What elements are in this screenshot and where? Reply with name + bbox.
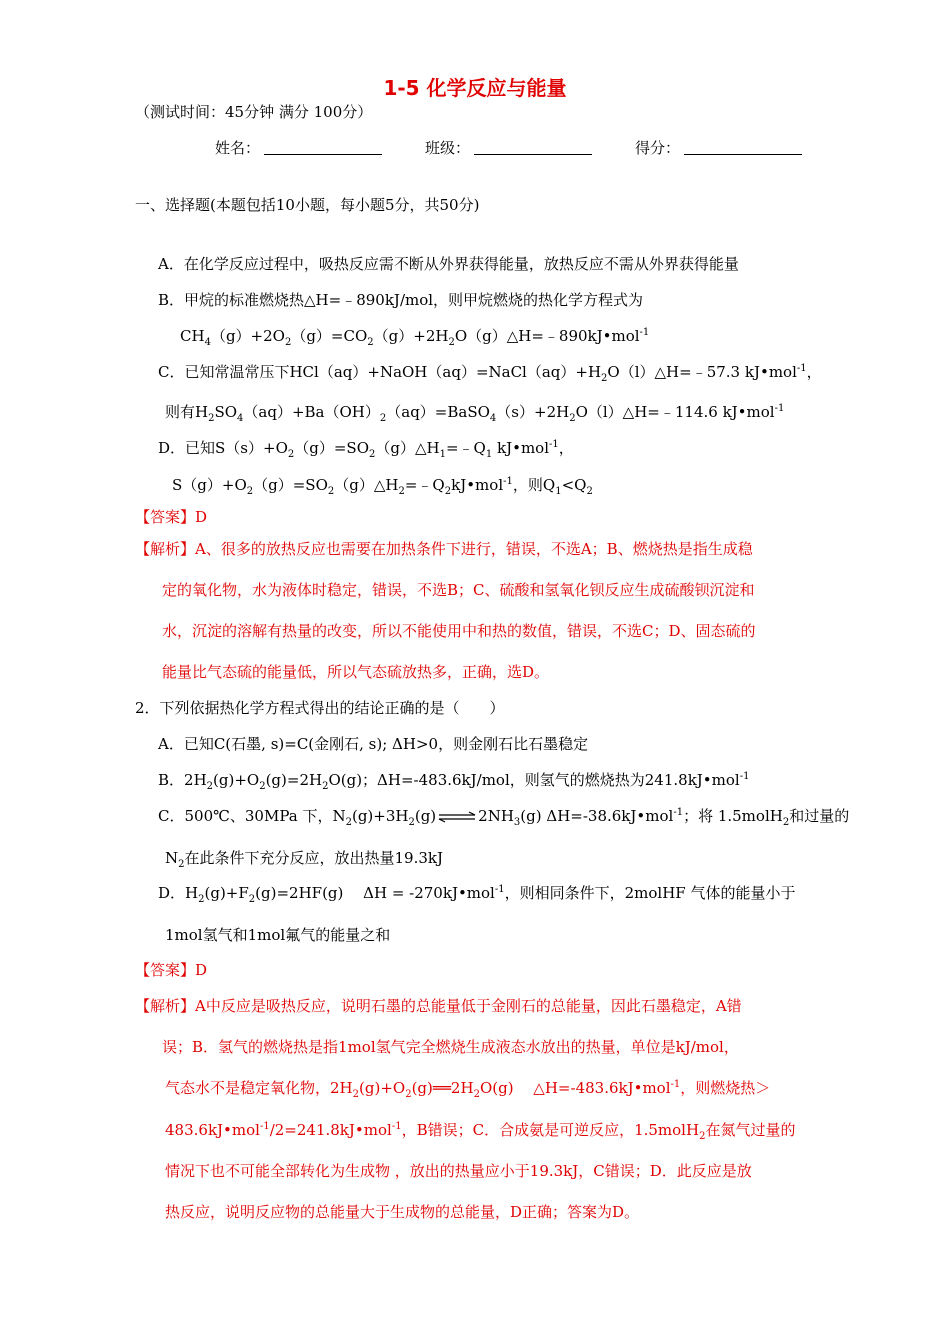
q1-option-c-equation: 则有$H_2SO_4(aq)+Ba(OH)_2(aq)=BaSO_4(s)+2H_2O(l)\triangle H=﹣114.6$ kJ•mol$^{-1}$ <box>165 403 785 424</box>
answer-value: D <box>195 961 208 979</box>
q2-analysis-line-4: 483.6kJ•mol$^{-1}$/2=241.8kJ•mol$^{-1}$，B错误；C．合成氨是可逆反应，1.5molH$_2$在氮气过量的 <box>165 1121 796 1142</box>
score-field[interactable] <box>635 138 802 158</box>
q2-option-c-cont: $N_2$在此条件下充分反应，放出热量19.3kJ <box>165 849 444 870</box>
name-field[interactable] <box>215 138 382 158</box>
q2-analysis-line-3: 气态水不是稳定氧化物，$2H_2(g)+O_2(g)══2H_2O(g)$ △H=-483.6kJ•mol$^{-1}$，则燃烧热＞ <box>165 1079 771 1100</box>
q1-analysis-line-3: 水，沉淀的溶解有热量的改变，所以不能使用中和热的数值，错误，不选C；D、固态硫的 <box>162 622 756 640</box>
q2-analysis-line-6: 热反应，说明反应物的总能量大于生成物的总能量，D正确；答案为D。 <box>165 1203 640 1221</box>
q1-analysis-line-1: 【解析】A、很多的放热反应也需要在加热条件下进行，错误，不选A；B、燃烧热是指生成稳 <box>135 540 753 558</box>
q2-option-a: A．已知C(石墨, s)=C(金刚石, s); ΔH>0，则金刚石比石墨稳定 <box>158 735 589 753</box>
score-blank[interactable] <box>684 140 802 155</box>
name-blank[interactable] <box>264 140 382 155</box>
q1-answer <box>135 507 207 527</box>
class-label: 班级： <box>425 139 471 157</box>
q2-stem: 2．下列依据热化学方程式得出的结论正确的是（ ） <box>135 699 505 717</box>
q1-analysis-line-2: 定的氧化物，水为液体时稳定，错误，不选B；C、硫酸和氢氧化钡反应生成硫酸钡沉淀和 <box>162 581 755 599</box>
q1-option-b: B．甲烷的标准燃烧热△H=﹣890kJ/mol，则甲烷燃烧的热化学方程式为 <box>158 291 644 309</box>
q2-option-d: D．$H_2(g)+F_2(g)=2HF(g)$ ΔH = -270kJ•mol$^{-1}$，则相同条件下，2molHF 气体的能量小于 <box>158 884 796 905</box>
q1-option-d: D．已知$S(s)+O_2(g)=SO_2(g)\triangle H_1=﹣Q_1$ kJ•mol$^{-1}$， <box>158 439 574 460</box>
q2-option-b: B．$2H_2(g)+O_2(g)=2H_2O(g)$；ΔH=-483.6kJ/mol，则氢气的燃烧热为241.8kJ•mol$^{-1}$ <box>158 771 750 792</box>
test-info: （测试时间：45分钟 满分 100分） <box>135 103 373 121</box>
q2-analysis-line-5: 情况下也不可能全部转化为生成物 ，放出的热量应小于19.3kJ，C错误；D．此反应是放 <box>165 1162 752 1180</box>
answer-tag: 【答案】 <box>135 508 196 526</box>
q2-option-d-cont: 1mol氢气和1mol氟气的能量之和 <box>165 926 391 944</box>
q1-option-c: C．已知常温常压下$HCl(aq)+NaOH(aq)=NaCl(aq)+H_2O(l)\triangle H=﹣57.3$ kJ•mol$^{-1}$， <box>158 363 822 384</box>
page-title: 1-5 化学反应与能量 <box>383 76 567 100</box>
answer-value: D <box>195 508 208 526</box>
reversible-arrow-icon <box>437 811 477 823</box>
q2-analysis-line-2: 误；B．氢气的燃烧热是指1mol氢气完全燃烧生成液态水放出的热量，单位是kJ/mol， <box>162 1038 739 1056</box>
name-label: 姓名： <box>215 139 261 157</box>
q1-analysis-line-4: 能量比气态硫的能量低，所以气态硫放热多，正确，选D。 <box>162 663 550 681</box>
q2-analysis-line-1: 【解析】A中反应是吸热反应，说明石墨的总能量低于金刚石的总能量，因此石墨稳定，A错 <box>135 997 742 1015</box>
class-blank[interactable] <box>474 140 592 155</box>
q1-option-a: A．在化学反应过程中，吸热反应需不断从外界获得能量，放热反应不需从外界获得能量 <box>158 255 739 273</box>
analysis-tag: 【解析】 <box>135 540 196 558</box>
q1-option-d-equation: $S(g)+O_2(g)=SO_2(g)\triangle H_2=﹣Q_2kJ•mol^{-1}$，则$Q_1<Q_2$ <box>172 476 593 497</box>
score-label: 得分： <box>635 139 681 157</box>
q2-option-c: C．500℃、30MPa 下，$N_2(g)+3H_2(g)$ $2NH_3(g)$ ΔH=-38.6kJ•mol$^{-1}$；将 1.5molH$_2$和过量的 <box>158 807 850 828</box>
q1-option-b-equation: $CH_4(g)+2O_2(g)=CO_2(g)+2H_2O(g)\triangle H=﹣890kJ•mol^{-1}$ <box>180 327 650 348</box>
section-heading: 一、选择题(本题包括10小题，每小题5分，共50分) <box>135 196 480 214</box>
answer-tag: 【答案】 <box>135 961 196 979</box>
class-field[interactable] <box>425 138 592 158</box>
q2-answer <box>135 960 207 980</box>
analysis-tag: 【解析】 <box>135 997 196 1015</box>
